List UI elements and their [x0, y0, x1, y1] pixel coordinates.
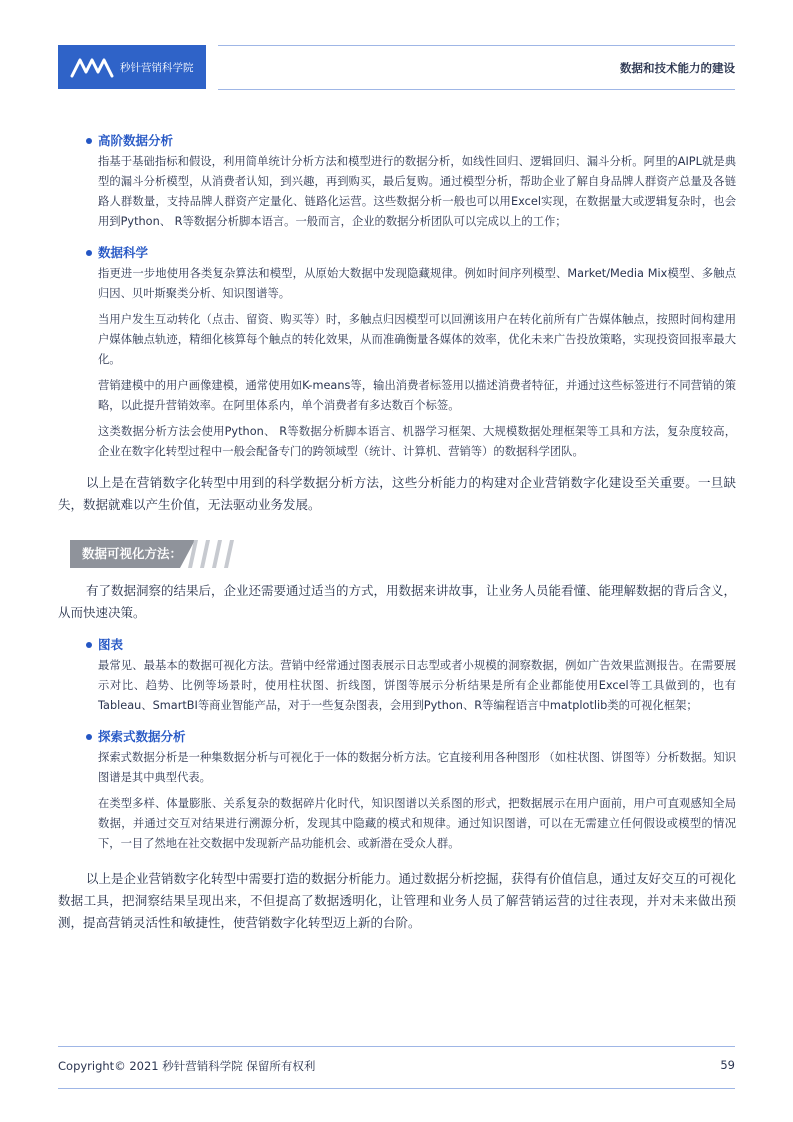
data-science-text-4: 这类数据分析方法会使用Python、 R等数据分析脚本语言、机器学习框架、大规模数据处理框架等工具和方法，复杂度较高，企业在数字化转型过程中一般会配备专门的跨领域型（统计、计算机、营销等）的数据科学团队。	[98, 425, 736, 458]
page-body	[58, 130, 736, 934]
footer-rule-bottom	[58, 1088, 735, 1089]
page-number: 59	[720, 1058, 735, 1072]
exploratory-text-2: 在类型多样、体量膨胀、关系复杂的数据碎片化时代，知识图谱以关系图的形式，把数据展示在用户面前，用户可直观感知全局数据，并通过交互对结果进行溯源分析，发现其中隐藏的模式和规律。通过知识图谱，可以在无需建立任何假设或模型的情况下，一目了然地在社交数据中发现新产品功能机会、或新潜在受众人群。	[98, 797, 736, 850]
data-science-text-3: 营销建模中的用户画像建模，通常使用如K-means等，输出消费者标签用以描述消费者特征，并通过这些标签进行不同营销的策略，以此提升营销效率。在阿里体系内，单个消费者有多达数百个标签。	[98, 379, 736, 412]
bullet-heading: 数据科学	[98, 245, 149, 260]
tag-stripe	[212, 540, 222, 568]
bullet-dot-icon	[86, 642, 92, 648]
summary-paragraph-2: 以上是企业营销数字化转型中需要打造的数据分析能力。通过数据分析挖掘，获得有价值信息，通过友好交互的可视化数据工具，把洞察结果呈现出来，不但提高了数据透明化，让管理和业务人员了解营销运营的过往表现，并对未来做出预测，提高营销灵活性和敏捷性，使营销数字化转型迈上新的台阶。	[58, 871, 737, 930]
bullet-dot-icon	[86, 138, 92, 144]
advanced-analysis-text: 指基于基础指标和假设，利用简单统计分析方法和模型进行的数据分析，如线性回归、逻辑回归、漏斗分析。阿里的AIPL就是典型的漏斗分析模型，从消费者认知，到兴趣，再到购买，最后复购。通过模型分析，帮助企业了解自身品牌人群资产总量及各链路人群数量，支持品牌人群资产定量化、链路化运营。这些数据分析一般也可以用Excel实现，在数据量大或逻辑复杂时，也会用到Python、 R等数据分析脚本语言。一般而言，企业的数据分析团队可以完成以上的工作；	[98, 155, 736, 228]
logo-mark-icon	[70, 54, 114, 80]
header-rule-bottom	[218, 89, 735, 90]
bullet-advanced-analysis	[58, 130, 736, 152]
bullet-data-science	[58, 242, 736, 264]
exploratory-text-1: 探索式数据分析是一种集数据分析与可视化于一体的数据分析方法。它直接利用各种图形 （如柱状图、饼图等）分析数据。知识图谱是其中典型代表。	[98, 751, 736, 784]
bullet-heading: 图表	[98, 637, 124, 652]
tag-stripe	[200, 540, 210, 568]
header-rule	[218, 45, 735, 46]
data-science-text-2: 当用户发生互动转化（点击、留资、购买等）时，多触点归因模型可以回溯该用户在转化前所有广告媒体触点，按照时间构建用户媒体触点轨迹，精细化核算每个触点的转化效果，从而准确衡量各媒体的效率，优化未来广告投放策略，实现投资回报率最大化。	[98, 313, 736, 366]
bullet-exploratory-analysis	[58, 726, 736, 748]
data-science-text-1: 指更进一步地使用各类复杂算法和模型，从原始大数据中发现隐藏规律。例如时间序列模型、Market/Media Mix模型、多触点归因、贝叶斯聚类分析、知识图谱等。	[98, 267, 736, 300]
tag-stripe	[224, 540, 234, 568]
footer-rule	[58, 1046, 735, 1047]
section-tag-label: 数据可视化方法：	[82, 546, 183, 561]
bullet-heading: 探索式数据分析	[98, 729, 186, 744]
charts-text: 最常见、最基本的数据可视化方法。营销中经常通过图表展示日志型或者小规模的洞察数据，例如广告效果监测报告。在需要展示对比、趋势、比例等场景时，使用柱状图、折线图，饼图等展示分析结果是所有企业都能使用Excel等工具做到的，也有Tableau、SmartBI等商业智能产品，对于一些复杂图表，会用到Python、R等编程语言中matplotlib类的可视化框架；	[98, 659, 736, 712]
copyright: Copyright© 2021 秒针营销科学院 保留所有权利	[58, 1059, 316, 1073]
summary-paragraph-1: 以上是在营销数字化转型中用到的科学数据分析方法，这些分析能力的构建对企业营销数字化建设至关重要。一旦缺失，数据就难以产生价值，无法驱动业务发展。	[58, 475, 736, 512]
brand-logo	[58, 45, 206, 89]
section-tag-visualization	[70, 540, 270, 568]
bullet-dot-icon	[86, 734, 92, 740]
bullet-heading: 高阶数据分析	[98, 133, 174, 148]
visualization-intro: 有了数据洞察的结果后，企业还需要通过适当的方式，用数据来讲故事，让业务人员能看懂、能理解数据的背后含义，从而快速决策。	[58, 583, 737, 620]
bullet-dot-icon	[86, 250, 92, 256]
brand-name: 秒针营销科学院	[120, 61, 194, 74]
section-title: 数据和技术能力的建设	[620, 61, 735, 75]
bullet-charts	[58, 634, 736, 656]
